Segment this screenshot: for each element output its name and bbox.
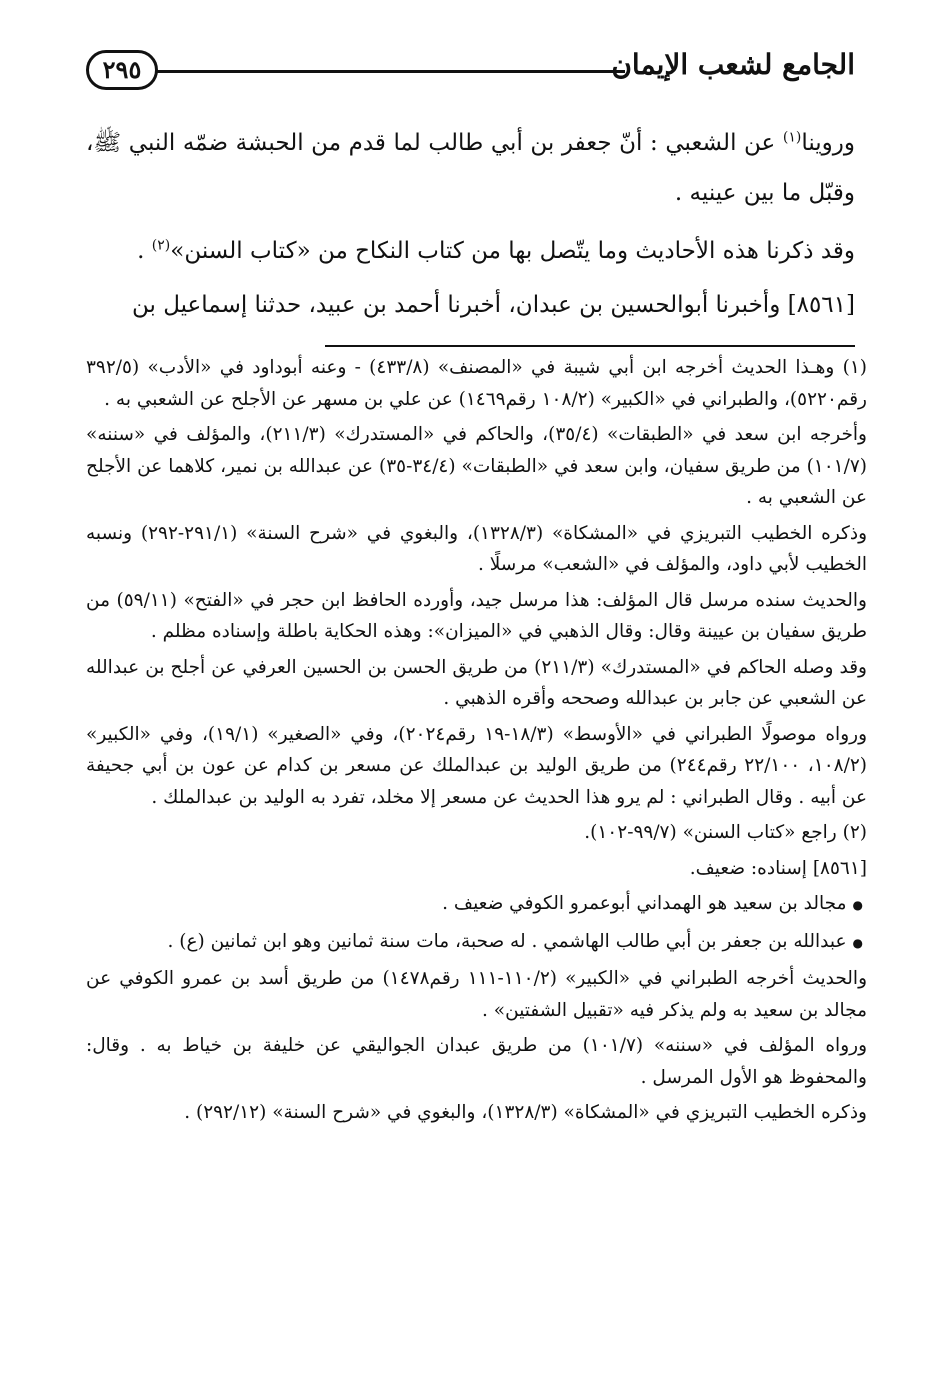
footnote-marker-2: (٢) [151,237,171,254]
footnote-marker-1: (١) [782,129,802,146]
running-header [86,42,855,102]
footnote-1-para-2: وأخرجه ابن سعد في «الطبقات» (٣٥/٤)، والحاكم في «المستدرك» (٢١١/٣)، والمؤلف في «سننه» (١٠١/٧) من طريق سفيان، وابن سعد في «الطبقات» (٣٤/٤-٣٥) عن عبدالله بن نمير، كلاهما عن الأجلح عن الشعبي به . [86,424,867,508]
footnote-1-para-1: (١) وهـذا الحديث أخرجه ابن أبي شيبة في «المصنف» (٤٣٣/٨) - وعنه أبوداود في «الأدب» (٣٩٢/٥ رقم٥٢٢٠)، والطبراني في «الكبير» (١٠٨/٢ رقم١٤٦٩) عن علي بن مسهر عن الأجلح عن الشعبي به . [86,357,868,410]
footnote-3-bullet-2: ● عبدالله بن جعفر بن أبي طالب الهاشمي . له صحبة، مات سنة ثمانين وهو ابن ثمانين (ع) . [86,926,867,960]
footnote-1-para-3: وذكره الخطيب التبريزي في «المشكاة» (١٣٢٨/٣)، والبغوي في «شرح السنة» (٢٩١/١-٢٩٢) ونسبه الخطيب لأبي داود، والمؤلف في «الشعب» مرسلًا . [86,522,868,575]
header-rule [156,70,625,73]
main-paragraph-2-text-b: . [137,238,152,264]
main-paragraph-2-text-a: وقد ذكرنا هذه الأحاديث وما يتّصل بها من كتاب النكاح من «كتاب السنن» [170,238,855,264]
footnote-1-para-6: ورواه موصولًا الطبراني في «الأوسط» (١٨/٣-١٩ رقم٢٠٢٤)، وفي «الصغير» (١٩/١)، وفي «الكبير» (١٠٨/٢، ٢٢/١٠٠ رقم٢٤٤) من طريق الوليد بن عبدالملك عن مسعر بن كدام عن عون بن أبي جحيفة عن أبيه . وقال الطبراني : لم يرو هذا الحديث عن مسعر إلا مخلد، تفرد به الوليد بن عبدالملك . [86,723,868,808]
main-paragraph-2 [86,226,855,276]
footnote-2: (٢) راجع «كتاب السنن» (٩٩/٧-١٠٢). [584,822,867,843]
footnote-3-para-3: وذكره الخطيب التبريزي في «المشكاة» (١٣٢٨/٣)، والبغوي في «شرح السنة» (٢٩٢/١٢) . [184,1102,867,1123]
book-title: الجامع لشعب الإيمان [611,48,855,81]
main-paragraph-1-text-b: عن الشعبي : أنّ جعفر بن أبي طالب لما قدم من الحبشة ضمّه النبي ﷺ، وقبّل ما بين عينيه . [86,130,855,206]
footnote-3-heading: [٨٥٦١] إسناده: ضعيف. [689,857,867,879]
footnote-3-para-2: ورواه المؤلف في «سننه» (١٠١/٧) من طريق عبدان الجواليقي عن خليفة بن خياط به . وقال: والمحفوظ هو الأول المرسل . [86,1035,867,1088]
footnote-3-bullet-1: ● مجالد بن سعيد هو الهمداني أبوعمرو الكوفي ضعيف . [86,888,867,922]
main-paragraph-1-text-a: وروينا [801,130,855,156]
footnotes [86,352,867,1133]
main-paragraph-3: [٨٥٦١] وأخبرنا أبوالحسين بن عبدان، أخبرنا أحمد بن عبيد، حدثنا إسماعيل بن [131,292,855,318]
main-text [86,118,855,330]
main-paragraph-1 [86,118,855,218]
footnote-3-para-1: والحديث أخرجه الطبراني في «الكبير» (١١٠/٢-١١١ رقم١٤٧٨) من طريق أسد بن عمرو الكوفي عن مجالد بن سعيد به ولم يذكر فيه «تقبيل الشفتين» . [86,968,867,1021]
footnote-1-para-4: والحديث سنده مرسل قال المؤلف: هذا مرسل جيد، وأورده الحافظ ابن حجر في «الفتح» (٥٩/١١) من طريق سفيان بن عيينة وقال: وقال الذهبي في «الميزان»: وهذه الحكاية باطلة وإسناده مظلم . [86,589,867,642]
footnote-separator [325,345,855,347]
page-number-badge: ٢٩٥ [86,50,158,90]
footnote-1-para-5: وقد وصله الحاكم في «المستدرك» (٢١١/٣) من طريق الحسن بن الحسين العرفي عن أجلح بن عبدالله عن الشعبي عن جابر بن عبدالله وصححه وأقره الذهبي . [86,656,867,709]
